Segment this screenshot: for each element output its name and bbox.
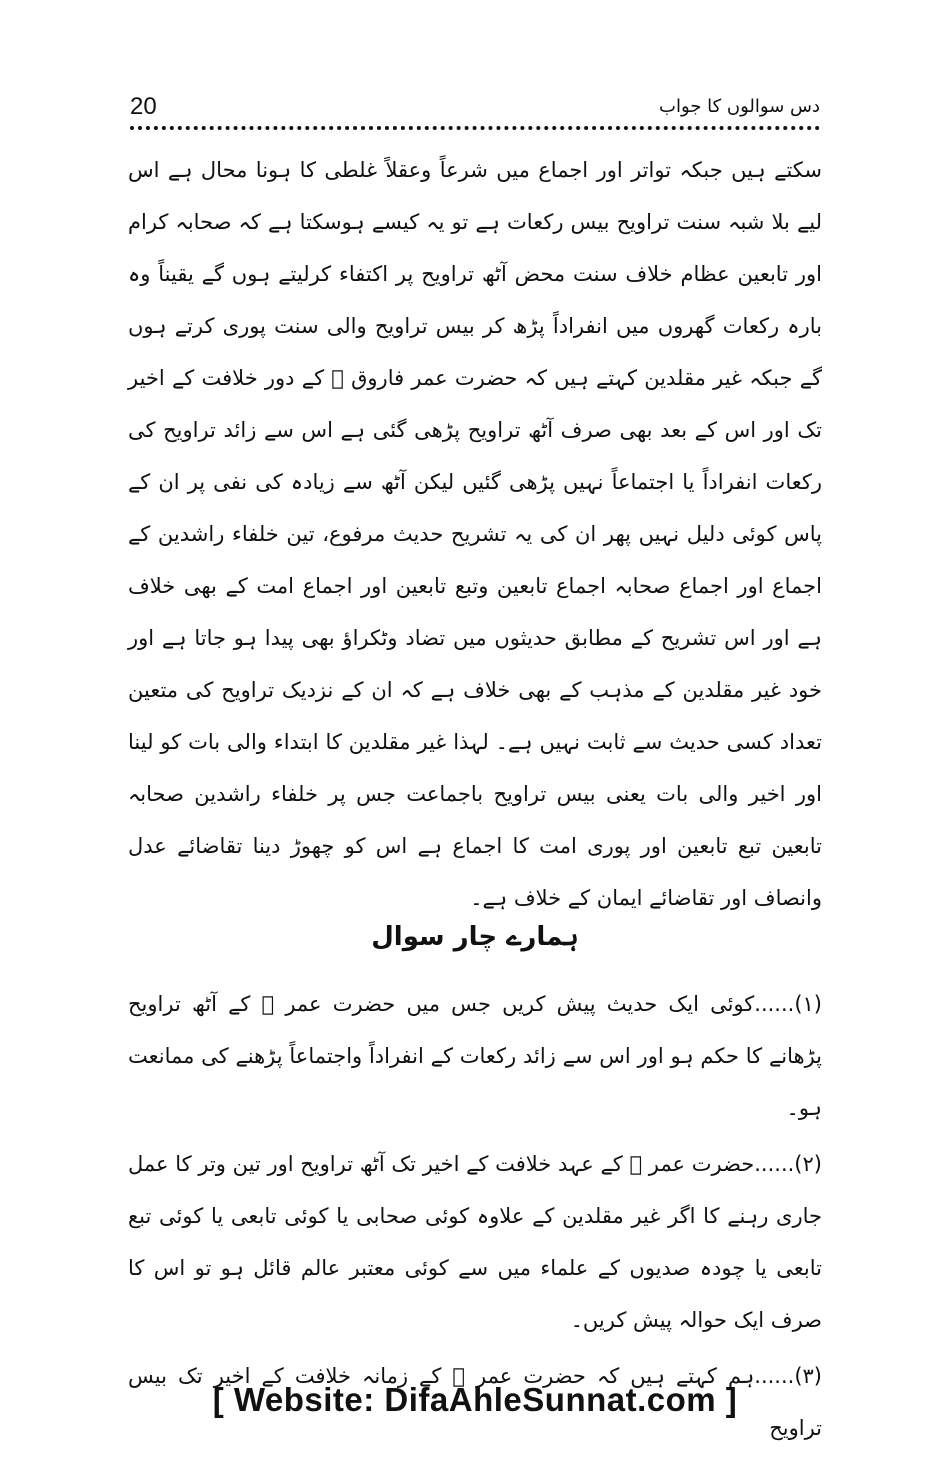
section-heading: ہمارے چار سوال xyxy=(371,922,579,952)
body-paragraph: سکتے ہیں جبکہ تواتر اور اجماع میں شرعاً وعقلاً غلطی کا ہونا محال ہے اس لیے بلا شبہ سنت تراویح بیس رکعات ہے تو یہ کیسے ہوسکتا ہے کہ صحابہ کرام اور تابعین عظام خلاف سنت محض آٹھ تراویح پر اکتفاء کرلیتے ہوں گے یقیناً وہ بارہ رکعات گھروں میں انفراداً پڑھ کر بیس تراویح والی سنت پوری کرتے ہوں گے جبکہ غیر مقلدین کہتے ہیں کہ حضرت عمر فاروق ﷜ کے دور خلافت کے اخیر تک اور اس کے بعد بھی صرف آٹھ تراویح پڑھی گئی ہے اس سے زائد تراویح کی رکعات انفراداً یا اجتماعاً نہیں پڑھی گئیں لیکن آٹھ سے زیادہ کی نفی پر ان کے پاس کوئی دلیل نہیں پھر ان کی یہ تشریح حدیث مرفوع، تین خلفاء راشدین کے اجماع اور اجماع صحابہ اجماع تابعین وتبع تابعین اور اجماع امت کے بھی خلاف ہے اور اس تشریح کے مطابق حدیثوں میں تضاد وٹکراؤ بھی پیدا ہو جاتا ہے اور خود غیر مقلدین کے مذہب کے بھی خلاف ہے کہ ان کے نزدیک تراویح کی متعین تعداد کسی حدیث سے ثابت نہیں ہے۔ لہذا غیر مقلدین کا ابتداء والی بات کو لینا اور اخیر والی بات یعنی بیس تراویح باجماعت جس پر خلفاء راشدین صحابہ تابعین تبع تابعین اور پوری امت کا اجماع ہے اس کو چھوڑ دینا تقاضائے عدل وانصاف اور تقاضائے ایمان کے خلاف ہے۔ xyxy=(128,158,822,910)
header-divider xyxy=(130,126,820,130)
question-item-3: (۳)......ہم کہتے ہیں کہ حضرت عمر ﷜ کے زمانہ خلافت کے اخیر تک بیس تراویح xyxy=(128,1364,822,1440)
page-header xyxy=(130,92,820,126)
page-number: 20 xyxy=(130,93,157,120)
running-title: دس سوالوں کا جواب xyxy=(659,96,820,117)
question-item-1: (۱)......کوئی ایک حدیث پیش کریں جس میں حضرت عمر ﷜ کے آٹھ تراویح پڑھانے کا حکم ہو اور اس سے زائد رکعات کے انفراداً واجتماعاً پڑھنے کی ممانعت ہو۔ xyxy=(128,992,822,1120)
question-item-2: (۲)......حضرت عمر ﷜ کے عہد خلافت کے اخیر تک آٹھ تراویح اور تین وتر کا عمل جاری رہنے کا اگر غیر مقلدین کے علاوہ کوئی صحابی یا کوئی تابعی یا کوئی تبع تابعی یا چودہ صدیوں کے علماء میں سے کوئی معتبر عالم قائل ہو تو اس کا صرف ایک حوالہ پیش کریں۔ xyxy=(128,1152,822,1332)
website-footer: [ Website: DifaAhleSunnat.com ] xyxy=(212,1381,738,1418)
